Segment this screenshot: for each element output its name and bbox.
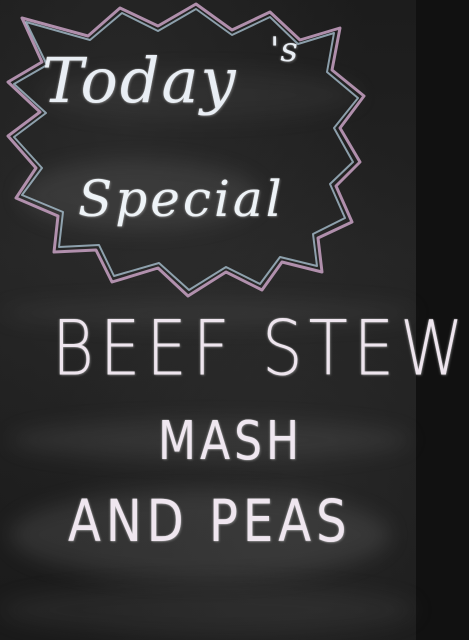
heading-suffix: 's [270,30,299,70]
dish-name: BEEF STEW [52,306,469,394]
side-dish-line-2: AND PEAS [68,488,352,556]
subheading-special: Special [78,170,285,228]
heading-word: Today [42,44,238,117]
side-dish-line-1: MASH [158,410,304,473]
heading-todays [42,44,238,117]
